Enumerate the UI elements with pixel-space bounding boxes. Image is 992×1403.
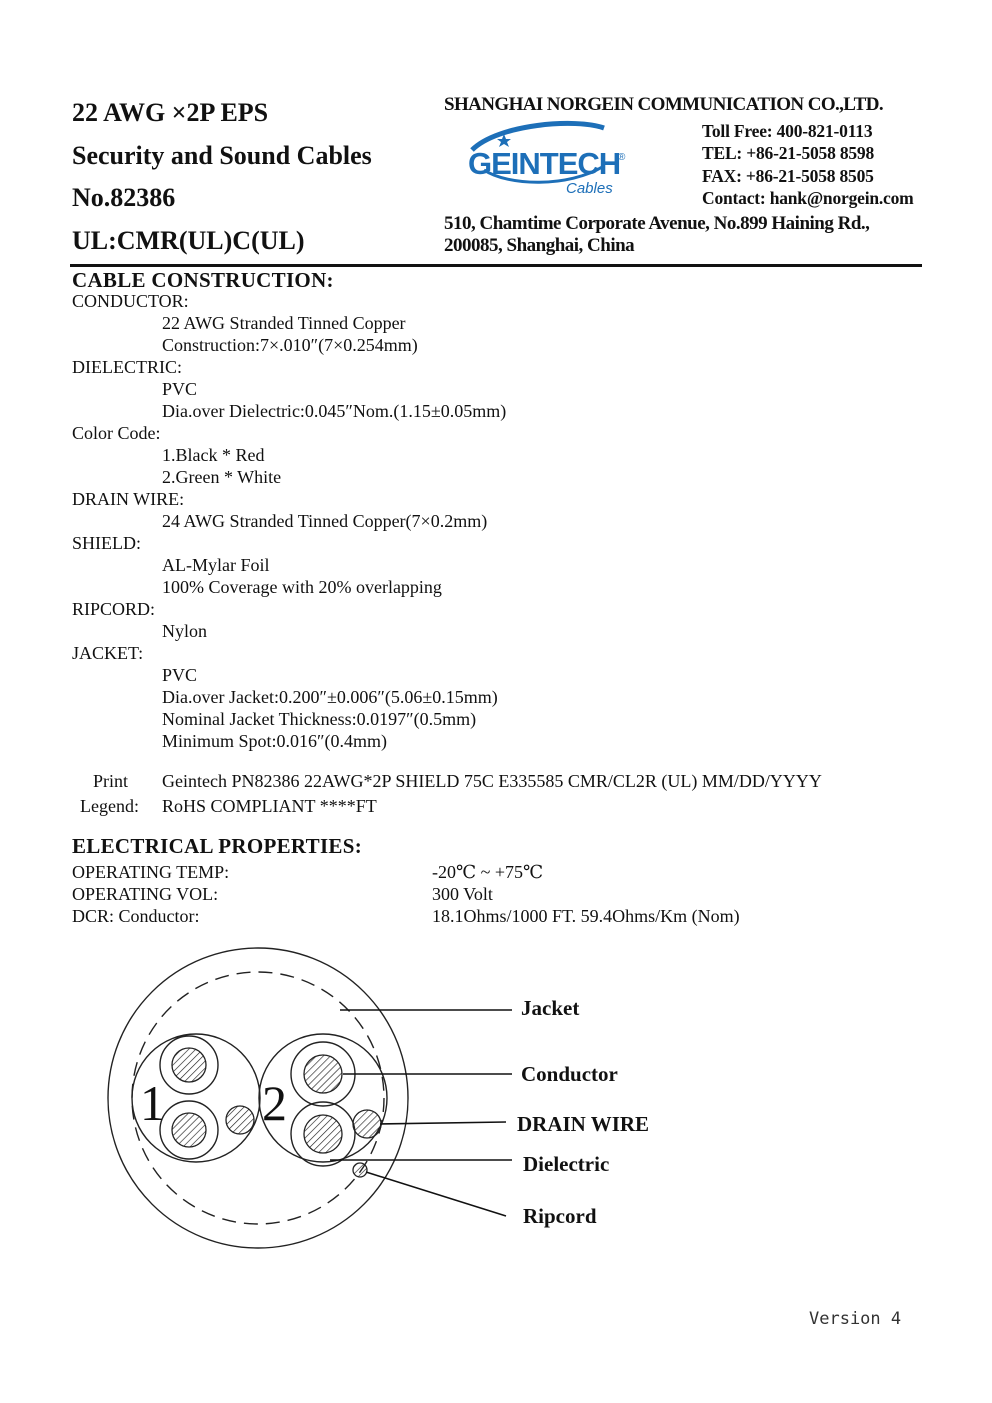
callout-dielectric: Dielectric bbox=[523, 1152, 610, 1176]
drain-label: DRAIN WIRE: bbox=[72, 489, 185, 509]
drain-wire-circle bbox=[226, 1106, 254, 1134]
callout-ripcord: Ripcord bbox=[523, 1204, 597, 1228]
dcr-value: 18.1Ohms/1000 FT. 59.4Ohms/Km (Nom) bbox=[432, 906, 740, 926]
address-line-1: 510, Chamtime Corporate Avenue, No.899 Haining Rd., bbox=[444, 213, 870, 234]
drain-wire-circle bbox=[353, 1110, 381, 1138]
jacket-label: JACKET: bbox=[72, 643, 144, 663]
electrical-heading: ELECTRICAL PROPERTIES: bbox=[72, 834, 363, 858]
part-number: No.82386 bbox=[72, 183, 176, 212]
callout-jacket: Jacket bbox=[521, 996, 580, 1020]
drain-line: 24 AWG Stranded Tinned Copper(7×0.2mm) bbox=[162, 511, 488, 531]
conductor-line: 22 AWG Stranded Tinned Copper bbox=[162, 313, 406, 333]
ripcord-label: RIPCORD: bbox=[72, 599, 156, 619]
ripcord-leader-line bbox=[366, 1172, 506, 1216]
jacket-line: Nominal Jacket Thickness:0.0197″(0.5mm) bbox=[162, 709, 477, 729]
ripcord-line: Nylon bbox=[162, 621, 207, 641]
dielectric-line: Dia.over Dielectric:0.045″Nom.(1.15±0.05mm) bbox=[162, 401, 507, 421]
operating-vol-value: 300 Volt bbox=[432, 884, 493, 904]
product-subtitle: Security and Sound Cables bbox=[72, 141, 372, 170]
logo-brand: GEINTECH bbox=[468, 146, 621, 181]
shield-line: AL-Mylar Foil bbox=[162, 555, 270, 575]
version-label: Version 4 bbox=[809, 1309, 902, 1329]
ul-rating: UL:CMR(UL)C(UL) bbox=[72, 226, 305, 255]
operating-vol-label: OPERATING VOL: bbox=[72, 884, 219, 904]
conductor-circle bbox=[304, 1055, 342, 1093]
operating-temp-value: -20℃ ~ +75℃ bbox=[432, 862, 544, 882]
jacket-line: PVC bbox=[162, 665, 198, 685]
print-legend-line: Geintech PN82386 22AWG*2P SHIELD 75C E335585 CMR/CL2R (UL) MM/DD/YYYY bbox=[162, 771, 822, 791]
fax: FAX: +86-21-5058 8505 bbox=[702, 166, 874, 186]
address-line-2: 200085, Shanghai, China bbox=[444, 235, 635, 256]
jacket-line: Minimum Spot:0.016″(0.4mm) bbox=[162, 731, 388, 751]
legend-label: Legend: bbox=[80, 796, 139, 816]
conductor-label: CONDUCTOR: bbox=[72, 291, 189, 311]
product-title: 22 AWG ×2P EPS bbox=[72, 98, 269, 127]
pair-number-2: 2 bbox=[262, 1075, 287, 1131]
jacket-line: Dia.over Jacket:0.200″±0.006″(5.06±0.15mm) bbox=[162, 687, 498, 707]
logo-sub: Cables bbox=[566, 180, 613, 197]
color-code-label: Color Code: bbox=[72, 423, 161, 443]
shield-label: SHIELD: bbox=[72, 533, 141, 553]
shield-line: 100% Coverage with 20% overlapping bbox=[162, 577, 442, 597]
operating-temp-label: OPERATING TEMP: bbox=[72, 862, 230, 882]
conductor-circle bbox=[172, 1048, 206, 1082]
conductor-circle bbox=[172, 1113, 206, 1147]
dielectric-line: PVC bbox=[162, 379, 198, 399]
dielectric-label: DIELECTRIC: bbox=[72, 357, 182, 377]
print-label: Print bbox=[93, 771, 129, 791]
color-code-line: 2.Green * White bbox=[162, 467, 282, 487]
contact-email[interactable]: Contact: hank@norgein.com bbox=[702, 188, 914, 208]
drain-leader-line bbox=[380, 1122, 506, 1124]
company-name: SHANGHAI NORGEIN COMMUNICATION CO.,LTD. bbox=[444, 94, 883, 115]
construction-heading: CABLE CONSTRUCTION: bbox=[72, 268, 334, 292]
callout-drain-wire: DRAIN WIRE bbox=[517, 1112, 650, 1136]
logo-registered: ® bbox=[618, 152, 626, 163]
toll-free: Toll Free: 400-821-0113 bbox=[702, 121, 873, 141]
print-legend-line: RoHS COMPLIANT ****FT bbox=[162, 796, 377, 816]
color-code-line: 1.Black * Red bbox=[162, 445, 265, 465]
conductor-line: Construction:7×.010″(7×0.254mm) bbox=[162, 335, 418, 355]
ripcord-circle bbox=[353, 1163, 367, 1177]
callout-conductor: Conductor bbox=[521, 1062, 618, 1086]
tel: TEL: +86-21-5058 8598 bbox=[702, 143, 875, 163]
dcr-label: DCR: Conductor: bbox=[72, 906, 200, 926]
conductor-circle bbox=[304, 1115, 342, 1153]
pair-number-1: 1 bbox=[140, 1075, 165, 1131]
